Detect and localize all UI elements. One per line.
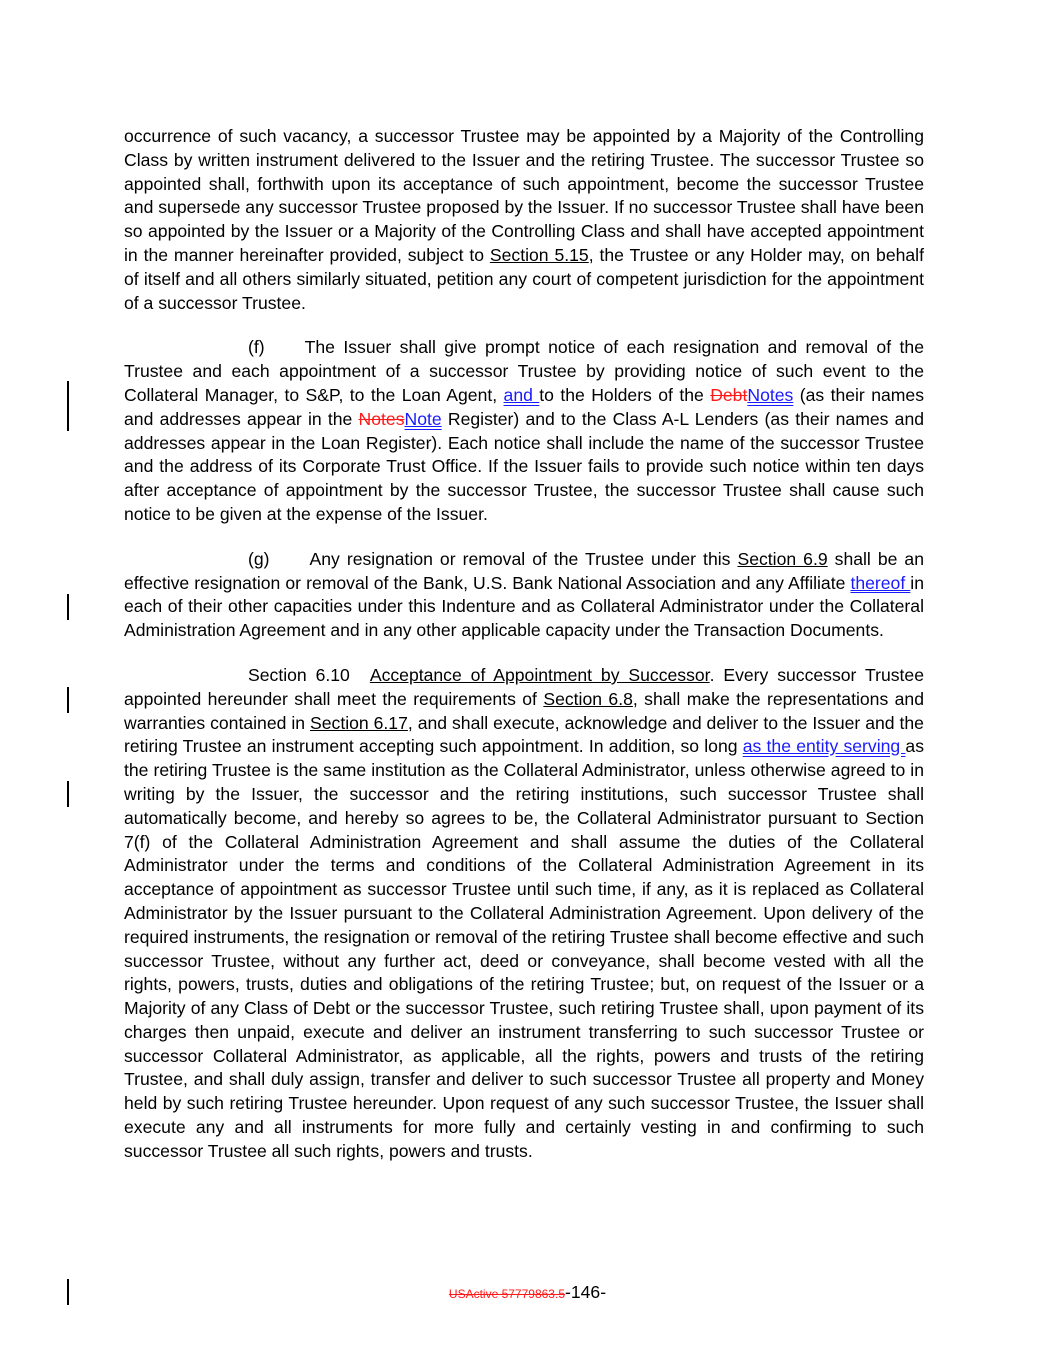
section-heading: Acceptance of Appointment by Successor	[369, 664, 710, 685]
deleted-text: Notes	[358, 408, 405, 429]
inserted-text: thereof	[850, 572, 911, 593]
clause-label: (f)	[248, 337, 265, 358]
cross-reference: Section 5.15	[489, 244, 589, 265]
inserted-text: Note	[404, 408, 442, 429]
page-number: -146-	[565, 1282, 607, 1302]
document-id: USActive 57779863.5	[448, 1287, 565, 1301]
inserted-text: Notes	[747, 384, 794, 405]
page-footer	[0, 1281, 1055, 1307]
inserted-text: as the entity serving	[742, 736, 906, 757]
section-6-10: Section 6.10 Acceptance of Appointment by Successor. Every successor Trustee appointed hereunder shall meet the requirements of Section 6.8, shall make the representations and warranties contained in Section 6.17, and shall execute, acknowledge and deliver to the Issuer and the retiring Trustee an instrument accepting such appointment. In addition, so long as the entity serving as the retiring Trustee is the same institution as the Collateral Administrator, unless otherwise agreed to in writing by the Issuer, the successor and the retiring institutions, such successor Trustee shall automatically become, and hereby so agrees to be, the Collateral Administrator pursuant to Section 7(f) of the Collateral Administration Agreement and shall assume the duties of the Collateral Administrator under the terms and conditions of the Collateral Administration Agreement in its acceptance of appointment as successor Trustee until such time, if any, as it is replaced as Collateral Administrator by the Issuer pursuant to the Collateral Administration Agreement. Upon delivery of the required instruments, the resignation or removal of the retiring Trustee shall become effective and such successor Trustee, without any further act, deed or conveyance, shall become vested with all the rights, powers, trusts, duties and obligations of the retiring Trustee; but, on request of the Issuer or a Majority of any Class of Debt or the successor Trustee, such retiring Trustee shall, upon payment of its charges then unpaid, execute and deliver an instrument transferring to such successor Trustee or successor Collateral Administrator, as applicable, all the rights, powers and trusts of the retiring Trustee, and shall duly assign, transfer and deliver to such successor Trustee all property and Money held by such retiring Trustee hereunder. Upon request of any such successor Trustee, the Issuer shall execute any and all instruments for more fully and certainly vesting in and confirming to such successor Trustee all such rights, powers and trusts.	[124, 664, 925, 1161]
document-body	[124, 125, 924, 1164]
cross-reference: Section 6.17	[310, 712, 408, 733]
paragraph-f: (f) The Issuer shall give prompt notice of each resignation and removal of the Trustee and each appointment of a successor Trustee by providing notice of such event to the Collateral Manager, to S&P, to the Loan Agent, and to the Holders of the DebtNotes (as their names and addresses appear in the NotesNote Register) and to the Class A-L Lenders (as their names and addresses appear in the Loan Register). Each notice shall include the name of the successor Trustee and the address of its Corporate Trust Office. If the Issuer fails to provide such notice within ten days after acceptance of appointment by the successor Trustee, the successor Trustee shall cause such notice to be given at the expense of the Issuer.	[124, 337, 925, 524]
change-bar	[67, 381, 69, 431]
cross-reference: Section 6.8	[543, 688, 633, 709]
change-bar	[67, 781, 69, 807]
change-bar	[67, 687, 69, 713]
paragraph-e-continuation: occurrence of such vacancy, a successor Trustee may be appointed by a Majority of the Controlling Class by written instrument delivered to the Issuer and the retiring Trustee. The successor Trustee so appointed shall, forthwith upon its acceptance of such appointment, become the successor Trustee and supersede any successor Trustee proposed by the Issuer. If no successor Trustee shall have been so appointed by the Issuer or a Majority of the Controlling Class and shall have accepted appointment in the manner hereinafter provided, subject to Section 5.15, the Trustee or any Holder may, on behalf of itself and all others similarly situated, petition any court of competent jurisdiction for the appointment of a successor Trustee.	[124, 126, 924, 313]
section-number: Section 6.10	[248, 664, 350, 685]
paragraph-g: (g) Any resignation or removal of the Trustee under this Section 6.9 shall be an effective resignation or removal of the Bank, U.S. Bank National Association and any Affiliate thereof in each of their other capacities under this Indenture and as Collateral Administrator under the Collateral Administration Agreement and in any other applicable capacity under the Transaction Documents.	[124, 548, 924, 641]
clause-label: (g)	[248, 548, 270, 569]
inserted-text: and	[503, 384, 540, 405]
change-bar	[67, 594, 69, 620]
cross-reference: Section 6.9	[737, 548, 828, 569]
deleted-text: Debt	[710, 384, 748, 405]
